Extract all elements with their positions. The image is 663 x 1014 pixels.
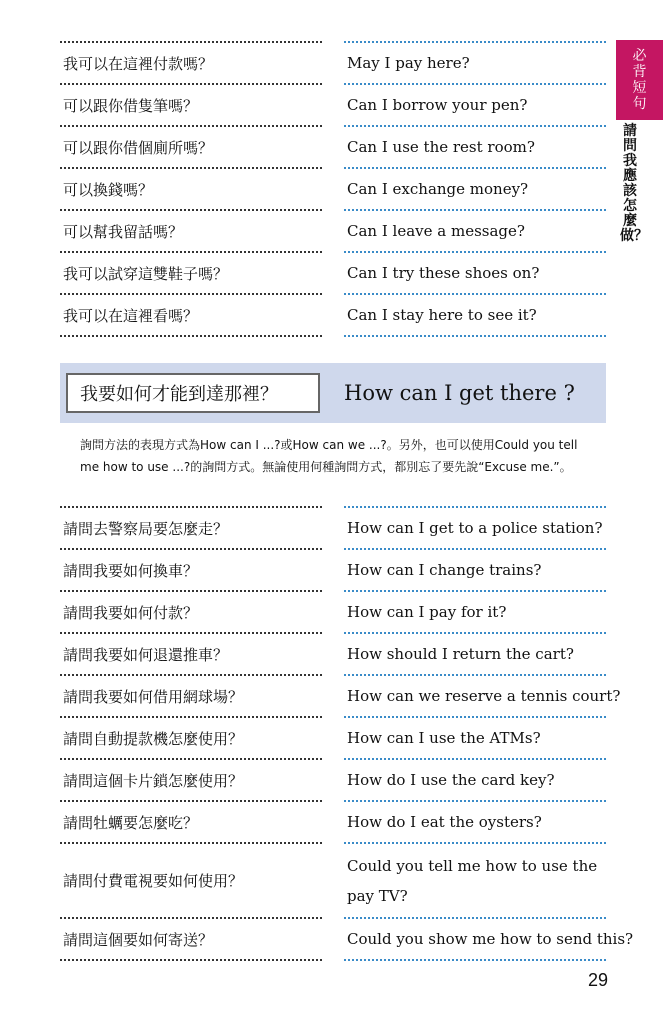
phrase-row	[60, 252, 606, 294]
phrase-english: How do I eat the oysters?	[347, 813, 542, 831]
dotted-divider	[60, 293, 322, 295]
phrase-english: Can I leave a message?	[347, 222, 525, 240]
phrase-english: How can I get to a police station?	[347, 519, 603, 537]
dotted-divider	[60, 674, 322, 676]
phrase-english: Can I stay here to see it?	[347, 306, 537, 324]
section-note: 詢問方法的表現方式為How can I ...?或How can we ...?。另外，也可以使用Could you tell me how to use ...?的詢問方式。無論使用何種詢問方式，都別忘了要先說“Excuse me.”。	[80, 438, 578, 474]
phrase-chinese: 請問自動提款機怎麼使用？	[63, 729, 244, 748]
dotted-divider	[344, 716, 606, 718]
phrase-row	[60, 42, 606, 84]
dotted-divider	[60, 506, 322, 508]
phrase-chinese: 請問我要如何換車？	[63, 561, 199, 580]
dotted-divider	[344, 209, 606, 211]
section-banner	[60, 363, 606, 423]
dotted-divider	[60, 959, 322, 961]
dotted-divider	[344, 674, 606, 676]
dotted-divider	[344, 590, 606, 592]
phrase-english: May I pay here?	[347, 54, 470, 72]
phrase-chinese: 我可以試穿這雙鞋子嗎？	[63, 264, 229, 283]
phrase-row	[60, 759, 606, 801]
phrase-row	[60, 675, 621, 717]
phrase-row	[60, 717, 606, 759]
section-tab-label: 必背短句	[632, 48, 647, 112]
phrase-row	[60, 801, 606, 843]
dotted-divider	[60, 125, 322, 127]
dotted-divider	[344, 83, 606, 85]
phrase-chinese: 請問我要如何退還推車？	[63, 645, 229, 664]
dotted-divider	[60, 335, 322, 337]
dotted-divider	[344, 41, 606, 43]
phrase-english: Can I borrow your pen?	[347, 96, 528, 114]
phrase-chinese: 請問我要如何付款？	[63, 603, 199, 622]
dotted-divider	[60, 83, 322, 85]
phrase-english: Can I use the rest room?	[347, 138, 535, 156]
phrase-english: How can I use the ATMs?	[347, 729, 541, 747]
phrase-row	[60, 591, 606, 633]
dotted-divider	[344, 917, 606, 919]
dotted-divider	[344, 959, 606, 961]
phrase-english: Could you tell me how to use the pay TV?	[347, 856, 598, 905]
phrase-english: How should I return the cart?	[347, 645, 574, 663]
phrase-row	[60, 633, 606, 675]
dotted-divider	[60, 209, 322, 211]
phrase-row	[60, 126, 606, 168]
phrase-chinese: 我可以在這裡付款嗎？	[63, 54, 214, 73]
dotted-divider	[60, 716, 322, 718]
dotted-divider	[344, 506, 606, 508]
dotted-divider	[344, 842, 606, 844]
dotted-divider	[60, 917, 322, 919]
phrase-english: Could you show me how to send this?	[347, 930, 634, 948]
phrase-chinese: 請問牡蠣要怎麼吃？	[63, 813, 199, 832]
phrase-chinese: 請問這個要如何寄送？	[63, 930, 214, 949]
dotted-divider	[60, 548, 322, 550]
phrase-chinese: 可以幫我留話嗎？	[63, 222, 184, 241]
phrase-chinese: 請問這個卡片鎖怎麼使用？	[63, 771, 244, 790]
phrase-english: How can I pay for it?	[347, 603, 507, 621]
dotted-divider	[60, 758, 322, 760]
phrase-chinese: 請問去警察局要怎麼走？	[63, 519, 229, 538]
dotted-divider	[344, 167, 606, 169]
dotted-divider	[60, 632, 322, 634]
dotted-divider	[60, 842, 322, 844]
phrase-row	[60, 168, 606, 210]
phrase-chinese: 我可以在這裡看嗎？	[63, 306, 199, 325]
phrase-english: Can I try these shoes on?	[347, 264, 540, 282]
chapter-vertical-title: 請問我應該怎麼做？	[620, 123, 648, 244]
phrase-chinese: 可以跟你借個廁所嗎？	[63, 138, 214, 157]
phrase-chinese: 請問付費電視要如何使用？	[63, 872, 244, 890]
section-tab	[616, 40, 663, 120]
phrase-row	[60, 294, 606, 336]
dotted-divider	[60, 800, 322, 802]
dotted-divider	[60, 251, 322, 253]
phrase-row	[60, 84, 606, 126]
dotted-divider	[344, 335, 606, 337]
page-number: 29	[587, 970, 608, 990]
phrase-english: How do I use the card key?	[347, 771, 555, 789]
phrase-english: How can we reserve a tennis court?	[347, 687, 621, 705]
phrase-english: Can I exchange money?	[347, 180, 529, 198]
phrase-row	[60, 507, 606, 549]
phrase-chinese: 可以換錢嗎？	[63, 180, 154, 199]
phrase-row	[60, 210, 606, 252]
dotted-divider	[344, 251, 606, 253]
section-title-zh: 我要如何才能到達那裡？	[66, 373, 320, 413]
dotted-divider	[344, 125, 606, 127]
dotted-divider	[344, 293, 606, 295]
dotted-divider	[60, 590, 322, 592]
dotted-divider	[60, 41, 322, 43]
dotted-divider	[344, 758, 606, 760]
phrase-chinese: 可以跟你借隻筆嗎？	[63, 96, 199, 115]
phrase-row	[60, 549, 606, 591]
phrase-row	[60, 843, 606, 918]
phrase-chinese: 請問我要如何借用網球場？	[63, 687, 244, 706]
dotted-divider	[60, 167, 322, 169]
phrase-english: How can I change trains?	[347, 561, 542, 579]
dotted-divider	[344, 548, 606, 550]
dotted-divider	[344, 800, 606, 802]
dotted-divider	[344, 632, 606, 634]
phrase-row	[60, 918, 634, 960]
section-title-en: How can I get there ?	[344, 381, 575, 405]
